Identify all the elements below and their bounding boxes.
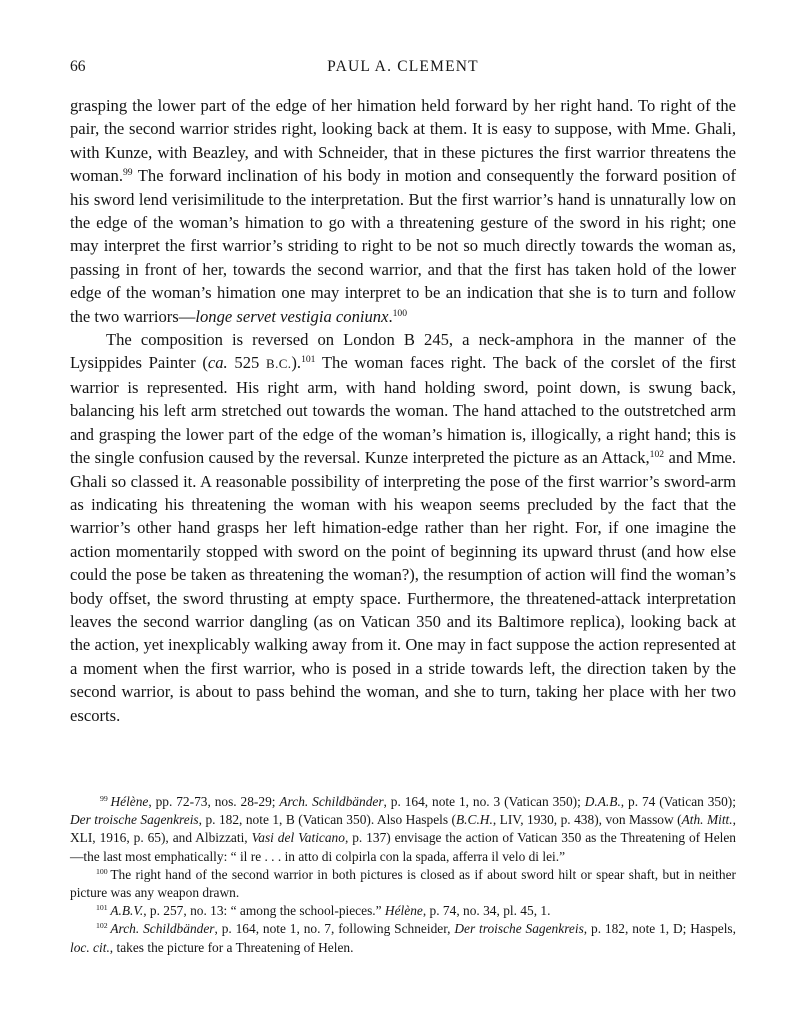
text-run: , p. 182, note 1, D; Haspels,: [583, 921, 736, 937]
text-run: , p. 182, note 1, B (Vatican 350). Also Haspels (: [198, 812, 456, 828]
text-run: , p. 74, no. 34, pl. 45, 1.: [422, 903, 551, 919]
text-run: The composition is reversed on London B 245, a neck-amphora in the manner of the Lysippides Painter (: [70, 330, 736, 373]
footnote-ref-99: 99: [123, 167, 133, 179]
text-run: The woman faces right. The back of the corslet of the first warrior is represented. His right arm, with hand holding sword, point down, is swung back, balancing his left arm stretched out towards the woman. The hand attached to the outstretched arm and grasping the lower part of the edge of the woman’s himation is, illogically, a right hand; this is the single confusion caused by the reversal. Kunze interpreted the picture as an Attack,: [70, 353, 737, 468]
era-abbrev: B.C.: [266, 356, 292, 372]
citation-title: Der troische Sagenkreis: [454, 921, 584, 937]
citation-title: Arch. Schildbänder: [279, 794, 384, 809]
text-run: and Mme. Ghali so classed it. A reasonable possibility of interpreting the pose of the first warrior’s sword-arm as indicating his threatening the woman with his weapon seems precluded by the fact that the warrior’s other hand grasps her left himation-edge rather than her right. For, if one imagine the action momentarily stopped with sword on the point of beginning its upward thrust (and how else could the pose be taken as threatening the woman?), the resumption of action will find the woman’s body offset, the sword thrusting at empty space. Furthermore, the threatened-attack interpretation leaves the second warrior dangling (as on Vatican 350 and its Baltimore replica), looking back at the action, yet inexplicably walking away from it. One may in fact suppose the action represented at a moment when the first warrior, who is posed in a stride towards left, the direction taken by the second warrior, is about to pass behind the woman, and she to turn, taking her place with her two escorts.: [70, 448, 737, 725]
text-run: , p. 137) envisage the action of Vatican 350 as the Threatening of Helen—the last most emphatically: “ il re . . . in atto di colpirla con la spada, afferra il velo di lei.”: [70, 830, 736, 864]
citation-title: Der troische Sagenkreis: [70, 812, 199, 828]
citation-title: loc. cit.: [70, 939, 110, 955]
page-number: 66: [70, 58, 86, 75]
footnote-number: 101: [96, 903, 108, 913]
footnote-ref-101: 101: [301, 354, 316, 366]
citation-title: A.B.V.: [110, 903, 144, 919]
text-run: , pp. 72-73, nos. 28-29;: [148, 794, 280, 809]
text-run: grasping the lower part of the edge of her himation held forward by her right hand. To right of the pair, the second warrior strides right, looking back at them. It is easy to suppose, with Mme. Ghali, with Kunze, with Beazley, and with Schneider, that in these pictures the first warrior threatens the woman.: [70, 96, 736, 186]
text-run: .: [388, 306, 393, 326]
footnote-102: [70, 920, 736, 956]
body-text: [70, 94, 736, 727]
footnote-number: 99: [100, 794, 108, 804]
footnote-number: 100: [96, 867, 108, 876]
page-header: [70, 58, 736, 80]
citation-title: Ath. Mitt.: [681, 812, 733, 828]
text-run: 525: [227, 353, 267, 373]
paragraph-london-b245: [70, 328, 736, 727]
circa-abbrev: ca.: [207, 353, 228, 373]
footnote-101: [70, 902, 736, 920]
text-run: ).: [291, 353, 302, 373]
text-run: , LIV, 1930, p. 438), von Massow (: [492, 812, 682, 828]
footnote-100: [70, 866, 736, 902]
paragraph-continued: [70, 94, 736, 328]
citation-title: D.A.B.: [584, 794, 621, 809]
footnote-99: [70, 793, 736, 866]
citation-title: Hélène: [110, 794, 149, 809]
citation-title: B.C.H.: [456, 812, 493, 828]
text-run: , XLI, 1916, p. 65), and Albizzati,: [70, 812, 736, 846]
text-run: The forward inclination of his body in motion and consequently the forward position of his sword lend verisimilitude to the interpretation. But the first warrior’s hand is unnaturally low on the edge of the woman’s himation to go with a threatening gesture of the sword in his right; one may interpret the first warrior’s striding to right to be not so much directly towards the woman as, passing in front of her, towards the second warrior, and that the first has taken hold of the lower edge of the woman’s himation one may interpret to be an indication that she is to turn and follow the two warriors—: [70, 166, 736, 326]
text-run: , p. 257, no. 13: “ among the school-pieces.”: [143, 903, 385, 919]
running-head: PAUL A. CLEMENT: [327, 58, 479, 75]
footnote-ref-100: 100: [392, 307, 408, 319]
text-run: , p. 164, note 1, no. 7, following Schneider,: [214, 921, 455, 937]
latin-quote: longe servet vestigia coniunx: [195, 306, 389, 326]
citation-title: Hélène: [384, 903, 423, 919]
footnote-ref-102: 102: [649, 449, 665, 461]
text-run: The right hand of the second warrior in both pictures is closed as if about sword hilt or spear shaft, but in neither picture was any weapon drawn.: [70, 866, 736, 901]
footnotes: [70, 793, 736, 957]
footnote-number: 102: [96, 921, 108, 931]
text-run: , takes the picture for a Threatening of Helen.: [109, 939, 354, 955]
citation-title: Vasi del Vaticano: [251, 830, 345, 846]
text-run: , p. 164, note 1, no. 3 (Vatican 350);: [383, 794, 585, 809]
text-run: , p. 74 (Vatican 350);: [620, 794, 736, 809]
citation-title: Arch. Schildbänder: [110, 921, 215, 937]
